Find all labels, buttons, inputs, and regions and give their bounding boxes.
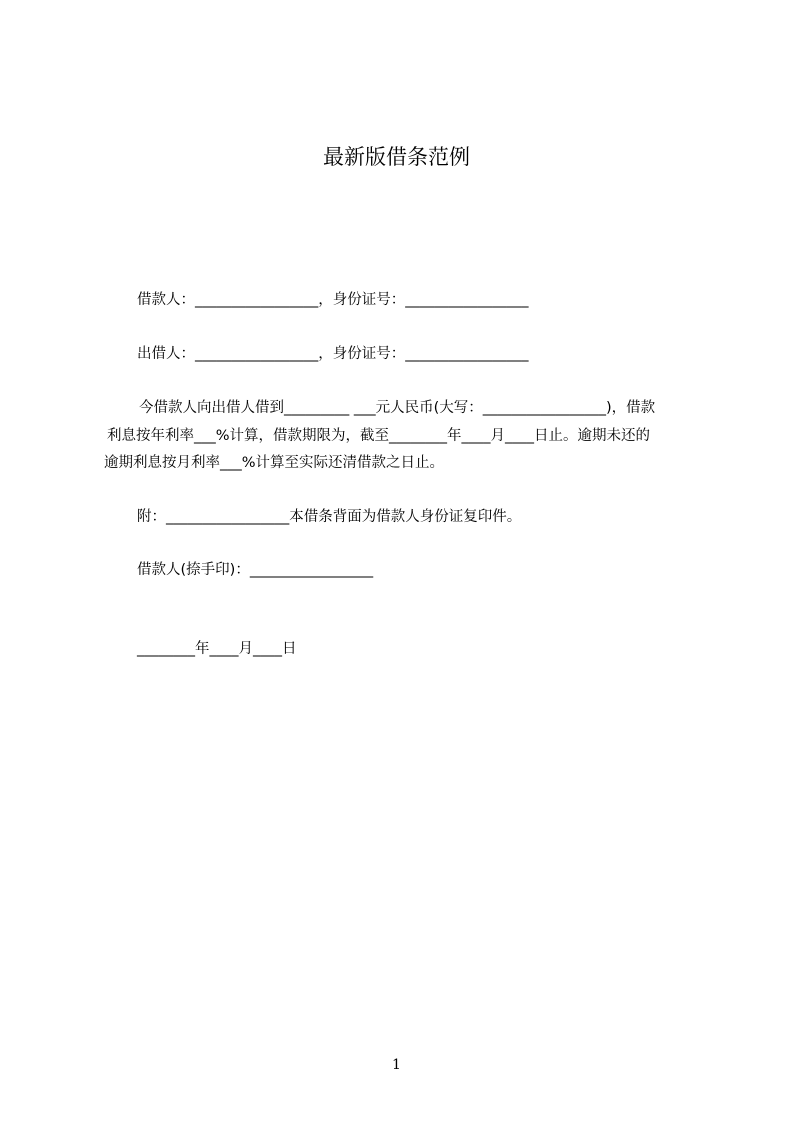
document-title: 最新版借条范例 [323, 145, 470, 169]
loan-amount-line: 今借款人向出借人借到_________ ___元人民币(大写：_________________)，借款 [139, 400, 656, 416]
borrower-line: 借款人：_________________，身份证号：_________________ [137, 292, 529, 308]
page-number: 1 [392, 1057, 401, 1073]
lender-line: 出借人：_________________，身份证号：_________________ [137, 346, 529, 362]
interest-term-line: 利息按年利率___%计算，借款期限为，截至________年____月____日止。逾期未还的 [107, 428, 651, 444]
borrower-signature-line: 借款人(捺手印)：_________________ [137, 562, 374, 578]
overdue-interest-line: 逾期利息按月利率___%计算至实际还清借款之日止。 [104, 455, 445, 471]
date-line: ________年____月____日 [137, 641, 297, 657]
attachment-line: 附：_________________本借条背面为借款人身份证复印件。 [137, 509, 522, 525]
